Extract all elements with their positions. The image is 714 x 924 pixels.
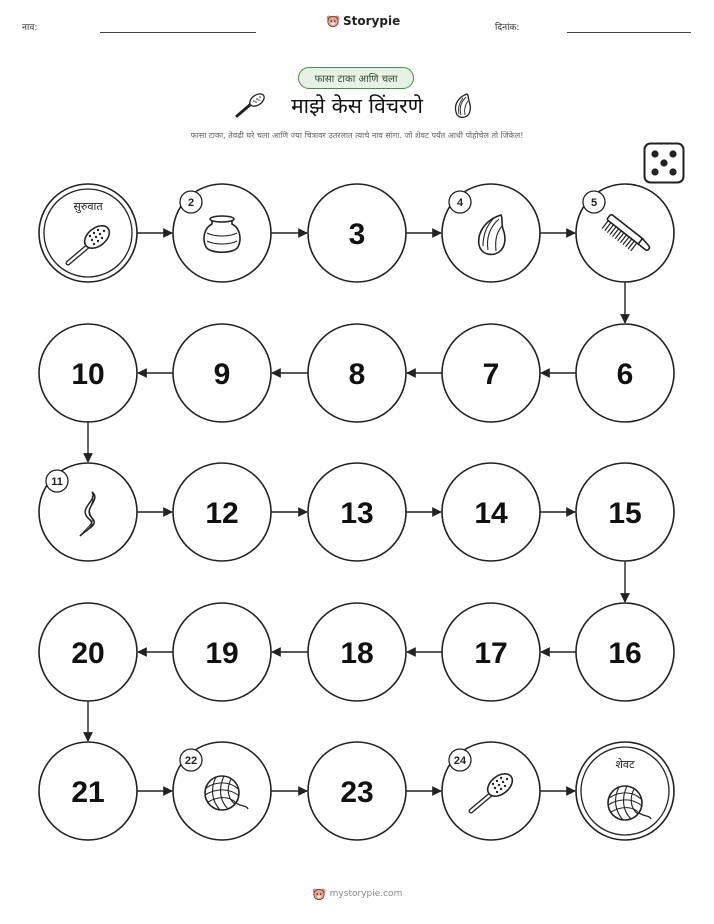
- cell-number: 16: [608, 637, 642, 670]
- cell-number: 24: [453, 755, 467, 767]
- dice-pip: [651, 150, 658, 157]
- cell-number: 20: [71, 637, 105, 670]
- board-cell-21[interactable]: [39, 742, 137, 840]
- cell-number: 19: [205, 637, 239, 670]
- footer: [0, 887, 714, 901]
- cell-number: 15: [608, 497, 642, 530]
- cell-number: 23: [340, 776, 374, 809]
- board-cell-11[interactable]: [39, 463, 137, 561]
- dice-pip: [651, 168, 658, 175]
- board-cell-6[interactable]: [576, 324, 674, 422]
- board-cell-17[interactable]: [442, 603, 540, 701]
- board-cell-24[interactable]: [442, 742, 540, 840]
- end-label: शेवट: [615, 759, 635, 771]
- storypie-mascot-icon: [312, 887, 326, 901]
- storypie-brand: [326, 14, 400, 28]
- start-label: सुरुवात: [73, 201, 103, 213]
- name-label: नाव:: [22, 23, 38, 33]
- dice-pip: [669, 168, 676, 175]
- board-cell-9[interactable]: [173, 324, 271, 422]
- cell-number: 18: [340, 637, 374, 670]
- cell-number: 4: [456, 197, 464, 209]
- instructions-text: फासा टाका, तेवढी घरे चला आणि ज्या चित्रावर उतरलात त्याचे नाव सांगा. जो शेवट पर्यंत आधी पोहोचेल तो जिंकेल!: [190, 131, 524, 140]
- board-cell-15[interactable]: [576, 463, 674, 561]
- cell-number: 12: [205, 497, 239, 530]
- board-cell-1[interactable]: [39, 184, 137, 282]
- board-cell-2[interactable]: [173, 184, 271, 282]
- date-line[interactable]: [567, 32, 691, 33]
- dice-icon[interactable]: [643, 142, 685, 184]
- board-cell-22[interactable]: [173, 742, 271, 840]
- cell-number: 2: [187, 197, 195, 209]
- cell-number: 9: [213, 358, 231, 391]
- board-cell-25[interactable]: [576, 742, 674, 840]
- cell-number: 13: [340, 497, 374, 530]
- cell-number: 14: [474, 497, 508, 530]
- board-cell-20[interactable]: [39, 603, 137, 701]
- cell-number: 7: [482, 358, 500, 391]
- date-label: दिनांक:: [495, 23, 520, 33]
- game-board: [0, 180, 714, 855]
- storypie-mascot-icon: [326, 14, 340, 28]
- board-cell-16[interactable]: [576, 603, 674, 701]
- board-cell-14[interactable]: [442, 463, 540, 561]
- cell-number: 3: [348, 218, 366, 251]
- board-cell-18[interactable]: [308, 603, 406, 701]
- cell-number: 6: [616, 358, 634, 391]
- board-cell-8[interactable]: [308, 324, 406, 422]
- cell-number: 22: [184, 755, 198, 767]
- board-cell-3[interactable]: [308, 184, 406, 282]
- footer-url[interactable]: mystorypie.com: [329, 889, 403, 899]
- game-type-badge: फासा टाका आणि चला: [298, 67, 414, 89]
- cell-number: 10: [71, 358, 105, 391]
- hair-lock-icon: [450, 92, 476, 120]
- board-cell-23[interactable]: [308, 742, 406, 840]
- cell-number: 11: [51, 476, 63, 488]
- cell-number: 8: [348, 358, 366, 391]
- board-cell-4[interactable]: [442, 184, 540, 282]
- cell-number: 21: [71, 776, 105, 809]
- board-cell-7[interactable]: [442, 324, 540, 422]
- page-title: माझे केस विंचरणे: [291, 94, 423, 118]
- cell-number: 17: [474, 637, 508, 670]
- name-line[interactable]: [100, 32, 256, 33]
- board-cell-10[interactable]: [39, 324, 137, 422]
- board-cell-5[interactable]: [576, 184, 674, 282]
- board-cell-13[interactable]: [308, 463, 406, 561]
- board-cell-19[interactable]: [173, 603, 271, 701]
- dice-pip: [669, 150, 676, 157]
- brand-name: Storypie: [343, 14, 401, 28]
- dice-pip: [660, 159, 667, 166]
- cell-number: 5: [590, 197, 598, 209]
- board-cell-12[interactable]: [173, 463, 271, 561]
